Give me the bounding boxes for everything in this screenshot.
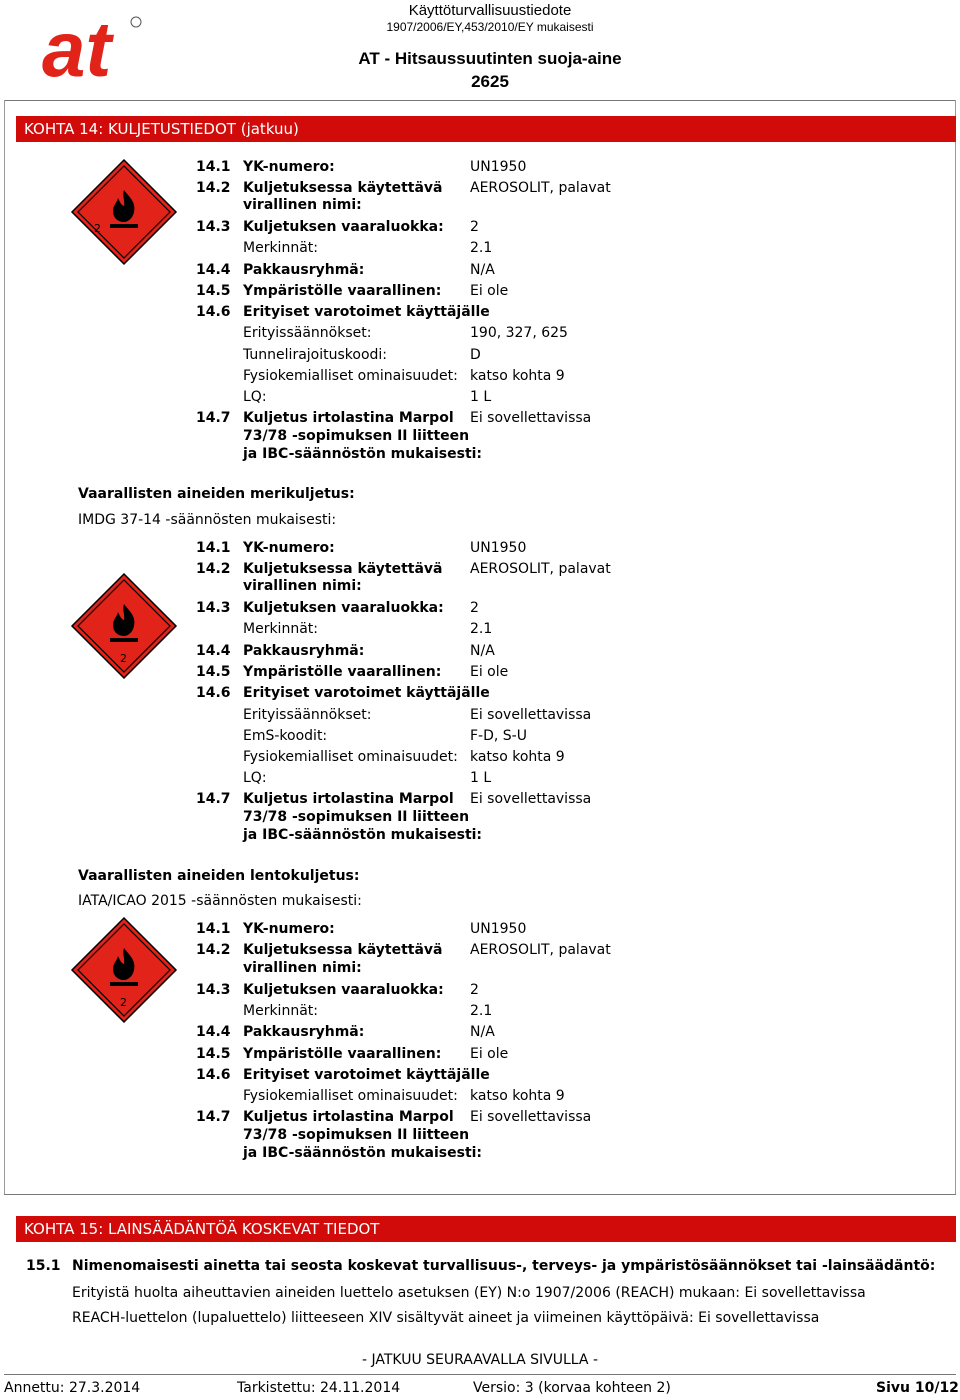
sea-subheading: IMDG 37-14 -säännösten mukaisesti: xyxy=(78,512,337,528)
flammable-gas-pictogram-sea xyxy=(70,572,178,680)
footer-divider xyxy=(4,1374,956,1375)
flammable-gas-pictogram-road xyxy=(70,158,178,266)
registered-mark-icon xyxy=(131,17,141,27)
hazard-class-number: 2 xyxy=(120,996,127,1009)
hazard-class-number: 2 xyxy=(120,652,127,665)
regulation: 1907/2006/EY,453/2010/EY mukaisesti xyxy=(386,20,594,34)
hazard-class-number: 2 xyxy=(94,222,101,235)
sea-heading: Vaarallisten aineiden merikuljetus: xyxy=(78,486,355,502)
air-subheading: IATA/ICAO 2015 -säännösten mukaisesti: xyxy=(78,893,362,909)
footer-page: Sivu 10/12 xyxy=(876,1380,959,1396)
product-name: AT - Hitsaussuutinten suoja-aine xyxy=(358,49,622,68)
section-divider xyxy=(4,1194,956,1195)
section15-num: 15.1 xyxy=(26,1258,61,1274)
section15-title: KOHTA 15: LAINSÄÄDÄNTÖÄ KOSKEVAT TIEDOT xyxy=(16,1216,956,1242)
section15-line2: REACH-luettelon (lupaluettelo) liitteeseen XIV sisältyvät aineet ja viimeinen käyttöpäivä: Ei sovellettavissa xyxy=(72,1310,820,1326)
section14-title: KOHTA 14: KULJETUSTIEDOT (jatkuu) xyxy=(16,116,956,142)
continue-note: - JATKUU SEURAAVALLA SIVULLA - xyxy=(361,1352,598,1368)
document-header xyxy=(330,2,650,92)
footer-issued: Annettu: 27.3.2014 xyxy=(4,1380,141,1396)
frame-right xyxy=(955,100,956,1194)
section15-heading: Nimenomaisesti ainetta tai seosta koskevat turvallisuus-, terveys- ja ympäristösäännökset tai -lainsäädäntö: xyxy=(72,1258,936,1274)
air-heading: Vaarallisten aineiden lentokuljetus: xyxy=(78,868,360,884)
doc-type: Käyttöturvallisuustiedote xyxy=(408,2,572,19)
product-code: 2625 xyxy=(471,72,509,91)
footer-version: Versio: 3 (korvaa kohteen 2) xyxy=(473,1380,671,1396)
at-logo xyxy=(40,14,150,86)
footer-checked: Tarkistettu: 24.11.2014 xyxy=(237,1380,401,1396)
flammable-gas-pictogram-air xyxy=(70,916,178,1024)
section15-line1: Erityistä huolta aiheuttavien aineiden luettelo asetuksen (EY) N:o 1907/2006 (REACH) mukaan: Ei sovellettavissa xyxy=(72,1285,866,1301)
logo-text: at xyxy=(42,14,112,86)
frame-left xyxy=(4,100,5,1194)
header-divider xyxy=(4,100,956,101)
